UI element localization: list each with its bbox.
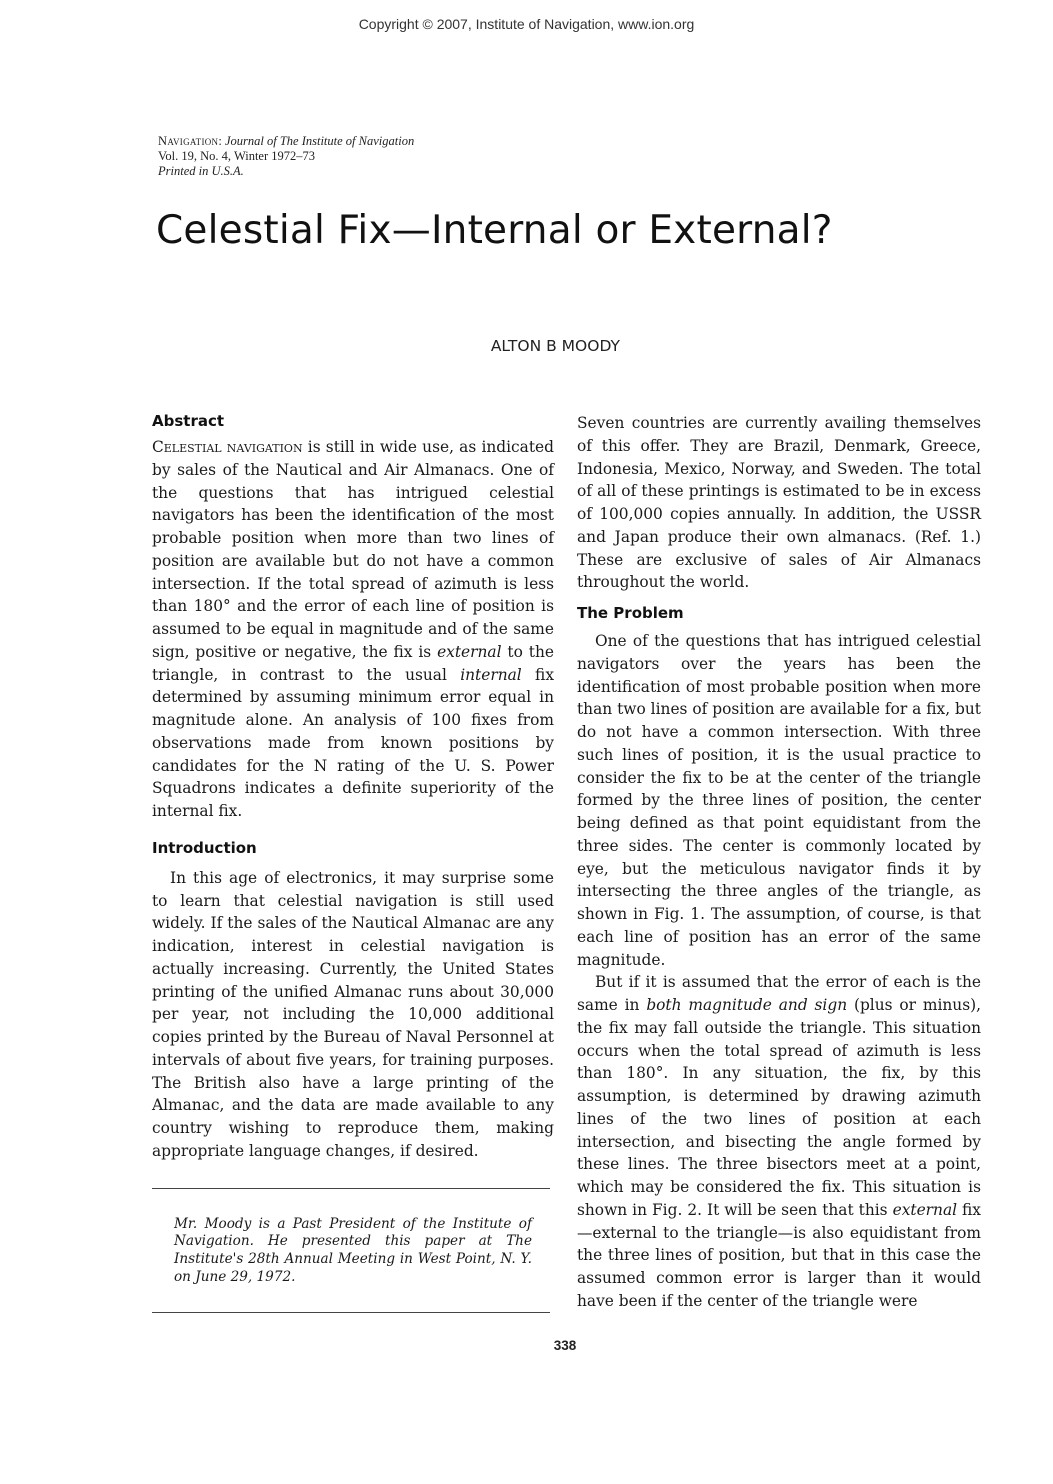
journal-printed: Printed in U.S.A.: [158, 164, 244, 178]
right-column: [577, 412, 981, 1313]
abstract-lead: Celestial navigation: [152, 438, 303, 456]
journal-volume: Vol. 19, No. 4, Winter 1972–73: [158, 149, 316, 163]
abstract-heading: Abstract: [152, 412, 225, 430]
abstract-text: [152, 436, 554, 823]
journal-name-rest: Journal of The Institute of Navigation: [224, 134, 415, 148]
footnote-text: Mr. Moody is a Past President of the Institute of Navigation. He presented this paper at The Institute's 28th Annual Meeting in West Point, N. Y. on June 29, 1972.: [174, 1215, 532, 1285]
author-name: [0, 337, 620, 355]
abstract-text-3: fix determined by assuming minimum error equal in magnitude alone. An analysis of 100 fixes from observations made from known positions by candidates for the N rating of the U. S. Power Squadrons indicates a definite superiority of the internal fix.: [152, 665, 554, 820]
abstract-text-2: to the triangle, in contrast to the usual: [152, 642, 554, 684]
footnote-rule-bottom: [152, 1312, 550, 1313]
journal-name-sc: Navigation: [158, 134, 219, 148]
problem-paragraph-2: [577, 971, 981, 1312]
journal-info: [158, 134, 414, 179]
author-name-text: ALTON B MOODY: [490, 337, 620, 355]
continued-text: Seven countries are currently availing themselves of this offer. They are Brazil, Denmark, Greece, Indonesia, Mexico, Norway, and Sweden. The total of all of these printings is estimated to be in excess of 100,000 copies annually. In addition, the USSR and Japan produce their own almanacs. (Ref. 1.) These are exclusive of sales of Air Almanacs throughout the world.: [577, 414, 981, 592]
paper-title: Celestial Fix—Internal or External?: [156, 208, 833, 253]
problem-paragraph-1: One of the questions that has intrigued celestial navigators over the years has been the identification of most probable position when more than two lines of position are available for a fix, but do not have a common intersection. With three such lines of position, it is the usual practice to consider the fix to be at the center of the triangle formed by the three lines of position, the center being defined as that point equidistant from the three sides. The center is commonly located by eye, but the meticulous navigator finds it by intersecting the three angles of the triangle, as shown in Fig. 1. The assumption, of course, is that each line of position has an error of the same magnitude.: [577, 632, 981, 969]
introduction-heading: Introduction: [152, 838, 257, 857]
abstract-em-external: external: [437, 642, 502, 661]
introduction-text: In this age of electronics, it may surprise some to learn that celestial navigation is still used widely. If the sales of the Nautical Almanac are any indication, interest in celestial navigation is actually increasing. Currently, the United States printing of the unified Almanac runs about 30,000 per year, not including the 10,000 additional copies printed by the Bureau of Naval Personnel at intervals of about five years, for training purposes. The British also have a large printing of the Almanac, and the data are made available to any country wishing to reproduce them, making appropriate language changes, if desired.: [152, 868, 554, 1160]
abstract-text-1: is still in wide use, as indicated by sales of the Nautical and Air Almanacs. One of the questions that has intrigued celestial navigators has been the identification of the most probable position when more than two lines of position are available but do not have a common intersection. If the total spread of azimuth is less than 180° and the error of each line of position is assumed to be equal in magnitude and of the same sign, positive or negative, the fix is: [152, 438, 554, 661]
p2-em-external: external: [892, 1200, 958, 1219]
p2-em: both magnitude and sign: [646, 996, 848, 1014]
journal-name: Navigation: Journal of The Institute of Navigation: [158, 134, 415, 148]
p2-text-b: (plus or minus), the fix may fall outside the triangle. This situation occurs when the total spread of azimuth is less than 180°. In any situation, the fix, by this assumption, is determined by drawing azimuth lines of the two lines of position at each intersection, and bisecting the angle formed by these lines. The three bisectors meet at a point, which may be considered the fix. This situation is shown in Fig. 2. It will be seen that this: [577, 996, 981, 1219]
abstract-em-internal: internal: [460, 665, 522, 684]
problem-heading: The Problem: [577, 604, 684, 622]
copyright-notice: Copyright © 2007, Institute of Navigation, www.ion.org: [358, 16, 695, 32]
p2-text-a: But if it is assumed that the error of each is the same in: [577, 973, 981, 1014]
left-column: [152, 412, 554, 1313]
footnote-rule-top: [152, 1188, 550, 1189]
page-number: 338: [553, 1338, 577, 1353]
p2-text-c: fix—external to the triangle—is also equidistant from the three lines of position, but that in this case the assumed common error is larger than it would have been if the center of the triangle were: [577, 1200, 981, 1310]
